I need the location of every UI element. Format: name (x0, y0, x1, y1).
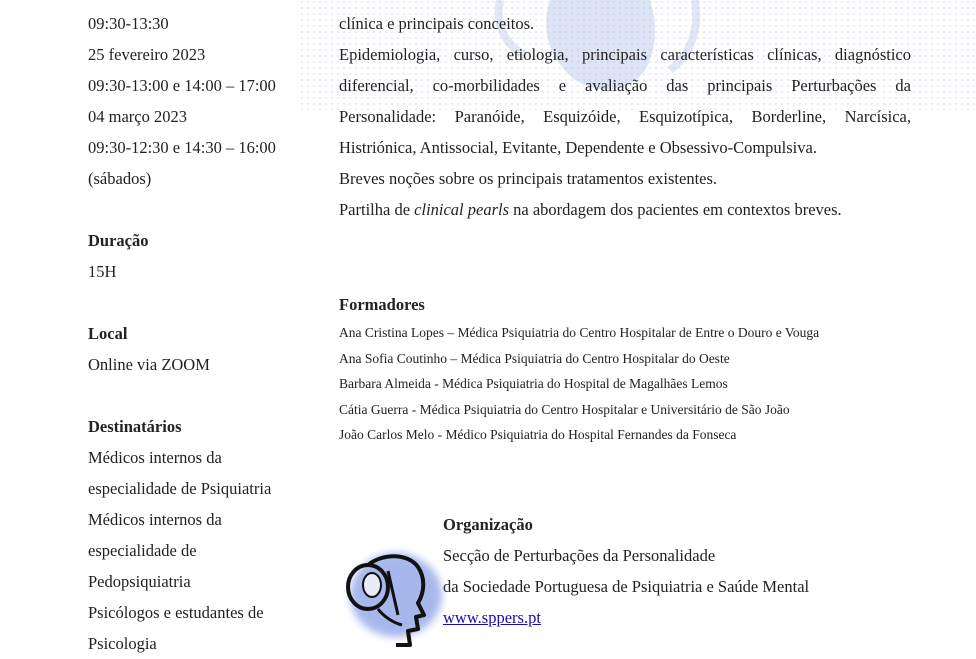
organization-link-line (443, 602, 809, 633)
schedule-line: 09:30-12:30 e 14:30 – 16:00 (88, 138, 276, 157)
trainer-item: Ana Sofia Coutinho – Médica Psiquiatria do Centro Hospitalar do Oeste (339, 350, 730, 366)
audience-line: Médicos internos da (88, 448, 222, 467)
pearls-emphasis: clinical pearls (414, 200, 510, 219)
schedule-line: 09:30-13:00 e 14:00 – 17:00 (88, 76, 276, 95)
treatments-line: Breves noções sobre os principais tratamentos existentes. (339, 169, 718, 188)
description-line: diferencial, co-morbilidades e avaliação das principais Perturbações da (339, 76, 911, 95)
schedule-line: (sábados) (88, 169, 152, 188)
description-line: clínica e principais conceitos. (339, 14, 535, 33)
organization-name: Secção de Perturbações da Personalidade (443, 546, 716, 565)
schedule (88, 8, 328, 194)
audience-line: especialidade de Psiquiatria (88, 479, 272, 498)
description-line: Personalidade: Paranóide, Esquizóide, Esquizotípica, Borderline, Narcísica, (339, 107, 911, 126)
trainers-heading: Formadores (339, 295, 425, 314)
organization-section (443, 509, 809, 633)
audience-heading: Destinatários (88, 417, 182, 436)
pearls-suffix: na abordagem dos pacientes em contextos breves. (509, 200, 842, 219)
location-value: Online via ZOOM (88, 355, 210, 374)
audience-line: Pedopsiquiatria (88, 572, 191, 591)
audience-line: Psicólogos e estudantes de (88, 603, 264, 622)
organization-parent: da Sociedade Portuguesa de Psiquiatria e Saúde Mental (443, 577, 810, 596)
duration-heading: Duração (88, 231, 149, 250)
duration-value: 15H (88, 262, 117, 281)
description-line: Epidemiologia, curso, etiologia, principais características clínicas, diagnóstico (339, 45, 911, 64)
pearls-prefix: Partilha de (339, 200, 415, 219)
program-description (339, 8, 911, 225)
organization-heading: Organização (443, 515, 533, 534)
schedule-line: 09:30-13:30 (88, 14, 169, 33)
trainer-item: João Carlos Melo - Médico Psiquiatria do Hospital Fernandes da Fonseca (339, 427, 737, 443)
trainer-item: Barbara Almeida - Médica Psiquiatria do Hospital de Magalhães Lemos (339, 376, 728, 392)
description-line: Histriónica, Antissocial, Evitante, Dependente e Obsessivo-Compulsiva. (339, 138, 817, 157)
audience-line: Médicos internos da (88, 510, 222, 529)
trainer-item: Ana Cristina Lopes – Médica Psiquiatria do Centro Hospitalar de Entre o Douro e Vouga (339, 325, 820, 340)
audience-line: especialidade de (88, 541, 197, 560)
head-profile-logo-icon (338, 545, 448, 653)
location-heading: Local (88, 324, 128, 343)
website-link[interactable]: www.sppers.pt (443, 608, 541, 627)
schedule-line: 25 fevereiro 2023 (88, 45, 206, 64)
event-details-column (88, 8, 328, 659)
schedule-line: 04 março 2023 (88, 107, 187, 126)
audience-line: Psicologia (88, 634, 157, 653)
clinical-pearls-line (339, 194, 911, 225)
trainers-section (339, 289, 939, 448)
trainer-item: Cátia Guerra - Médica Psiquiatria do Centro Hospitalar e Universitário de São João (339, 401, 790, 417)
